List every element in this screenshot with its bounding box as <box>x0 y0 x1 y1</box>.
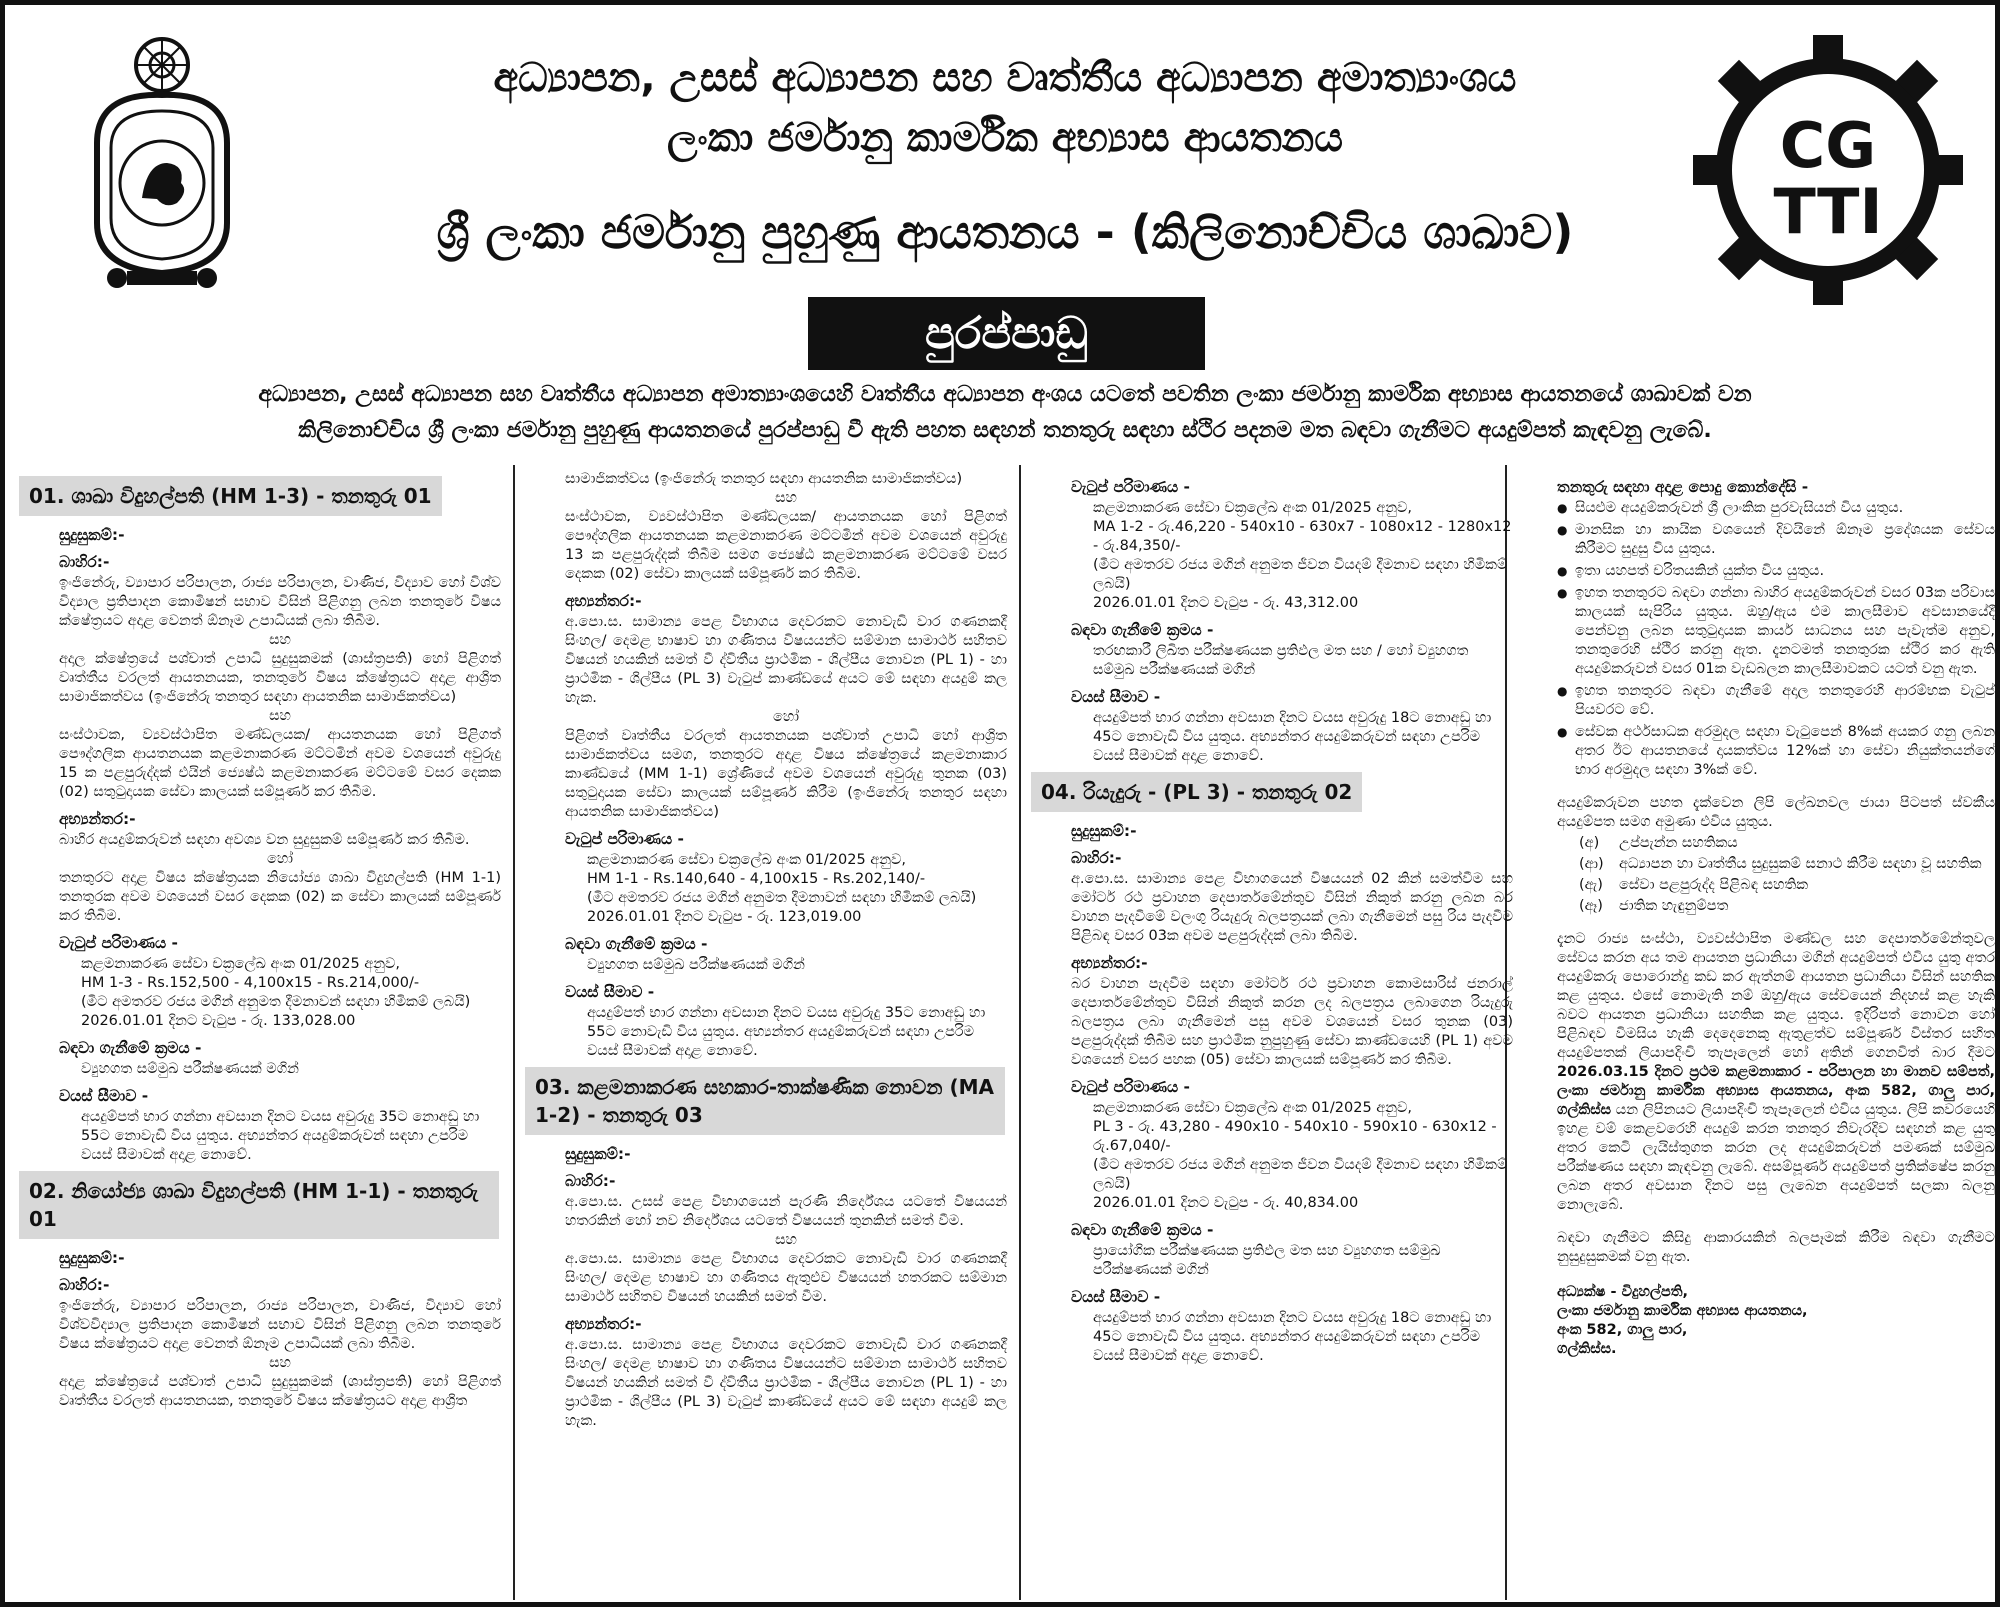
column-3 <box>1031 470 1513 1366</box>
recruitment-method: ව්‍යුහගත සම්මුඛ පරීක්ෂණයක් මගින් <box>587 957 805 973</box>
salary-scale: PL 3 - රු. 43,280 - 490x10 - 540x10 - 590x10 - 630x12 - රු.67,040/- <box>1093 1119 1497 1154</box>
external-qualification: අ.පො.ස. උසස් පෙළ විභාගයෙන් පැරණි නිර්දේශය යටතේ විෂයයන් හතරකින් හෝ නව නිර්දේශය යටතේ විෂයයන් තුනකින් සමත් වීම. <box>565 1194 1007 1229</box>
age-limit: අයදුම්පත් භාර ගන්නා අවසාන දිනට වයස අවුරුදු 18ට නොඅඩු හා 45ට නොවැඩි විය යුතුය. අභ්‍යන්තර අයදුම්කරුවන් සඳහා උපරිම වයස් සීමාවක් අදාළ නොවේ. <box>1093 1310 1492 1364</box>
condition-item: ● සේවක අර්ථසාධක අරමුදල සඳහා වැටුපෙන් 8%ක් අයකර ගනු ලබන අතර ඊට ආයතනයේ දායකත්වය 12%ක් හා සේවා නියුක්තයන්ගේ භාර අරමුදල සඳහා 3%ක් වේ. <box>1557 723 1995 780</box>
internal-qualification: පිළිගත් වෘත්තීය වරලත් ආයතනයක පශ්චාත් උපාධි හෝ ආශ්‍රිත සාමාජිකත්වය සමග, තනතුරට අදාළ විෂය ක්ෂේත්‍රයේ කළමනාකාර කාණ්ඩයේ (MM 1-1) ශ්‍රේණියේ අවම වශයෙන් අවුරුදු තුනක (03) සතුටුදායක සේවා කාලයක් සම්පූර්ණ කිරීම (ඉංජිනේරු තනතුර සඳහා ආයතනික සාමාජිකත්වය) <box>565 728 1007 820</box>
external-label: බාහිර:- <box>1071 849 1122 867</box>
document-key: (ඈ) <box>1579 898 1603 914</box>
external-qualification: සංස්ථාවක, ව්‍යවස්ථාපිත මණ්ඩලයක/ ආයතනයක හෝ පිළිගත් පෞද්ගලික ආයතනයක කළමනාකරණ මට්ටමින් අවම වශයෙන් අවුරුදු 15 ක පළපුරුද්දක් එයින් ජ්‍යෙෂ්ඨ කළමනාකරණ මට්ටමේ වසර දෙකක (02) සතුටුදායක සේවා කාලයක් සම්පූර්ණ කර තිබීම. <box>59 727 501 800</box>
salary-label: වැටුප් පරිමාණය - <box>1071 1078 1190 1096</box>
canvassing-warning: බඳවා ගැනීමට කිසිදු ආකාරයකින් බලපෑමක් කිරීම බඳවා ගැනීමට නුසුදුසුකමක් වනු ඇත. <box>1557 1230 1995 1265</box>
ministry-name: අධ්‍යාපන, උසස් අධ්‍යාපන සහ වෘත්තීය අධ්‍යාපන අමාත්‍යාංශය <box>493 55 1517 101</box>
cgtti-logo-icon <box>1693 35 1963 305</box>
salary-text: කළමනාකරණ සේවා චක්‍රලේඛ අංක 01/2025 අනුව, <box>1093 1100 1413 1116</box>
intro-text <box>55 377 1955 449</box>
column-1 <box>19 470 501 1411</box>
condition-item: ● ඉහත තනතුරට බඳවා ගන්නා බාහිර අයදුම්කරුවන් වසර 03ක පරිවාස කාලයක් සැපිරිය යුතුය. ඔහු/ඇය එම කාලසීමාව අවසානයේදී පෙන්වනු ලබන සතුටුදායක කාර්ය සාධනය සහ පැවැත්ම අනුව, තනතුරෙහි ස්ථිර කරනු ඇත. දැනටමත් තනතුරක ස්ථිර කර ඇති අයදුම්කරුවන් වසර 01ක වැඩබලන කාලසීමාවකට යටත් වනු ඇත. <box>1557 584 1995 679</box>
recruitment-label: බඳවා ගැනීමේ ක්‍රමය - <box>59 1039 202 1057</box>
external-label: බාහිර:- <box>59 553 110 571</box>
branch-name: ශ්‍රී ලංකා ජර්මානු පුහුණු ආයතනය - (කිලිනොච්චිය ශාඛාව) <box>436 205 1574 259</box>
recruitment-label: බඳවා ගැනීමේ ක්‍රමය - <box>1071 621 1214 639</box>
recruitment-method: තරඟකාරී ලිඛිත පරීක්ෂණයක ප්‍රතිඵල මත සහ / හෝ ව්‍යුහගත සම්මුඛ පරීක්ෂණයක් මගින් <box>1093 643 1469 678</box>
salary-scale: MA 1-2 - රු.46,220 - 540x10 - 630x7 - 1080x12 - 1280x12 - රු.84,350/- <box>1093 519 1512 554</box>
documents-note: අයදුම්කරුවන පහත දැක්වෙන ලිපි ලේඛනවල ජායා පිටපත් ස්වකීය අයදුම්පත සමග අමුණා එවිය යුතුය. <box>1557 795 1995 830</box>
or-label: හෝ <box>772 709 800 725</box>
salary-note: (මීට අමතරව රජය මගින් අනුමත ජීවන වියදම් දීමනාව සඳහා හිමිකම් ලබයි) <box>1093 1157 1508 1192</box>
vacancy-heading-2: 02. නියෝජ්‍ය ශාඛා විදුහල්පති (HM 1-1) - තනතුරු 01 <box>19 1171 499 1239</box>
document-item <box>1579 876 1995 895</box>
external-qualification: අ.පො.ස. සාමාන්‍ය පෙළ විභාගයෙන් විෂයයන් 02 කින් සමත්වීම සහ මෝටර් රථ ප්‍රවාහන දෙපාර්තමේන්තුව විසින් නිකුත් කරනු ලබන බර වාහන පැදවීමේ වලංගු රියැදුරු බලපත්‍රයක් ලබා ගැනීමෙන් පසු රිය පැදවීම පිළිබඳ වසර 03ක අවම පළපුරුද්දක් ලබා තිබීම. <box>1071 871 1513 944</box>
qualifications-label: සුදුසුකම්:- <box>565 1145 631 1163</box>
internal-qualification: බාහිර අයදුම්කරුවන් සඳහා අවශ්‍ය වන සුදුසුකම් සම්පූර්ණ කර තිබීම. <box>59 832 470 848</box>
qualifications-label: සුදුසුකම්:- <box>59 526 125 544</box>
or-label: හෝ <box>266 851 294 867</box>
closing-date: 2026.03.15 <box>1557 1064 1649 1080</box>
document-item <box>1579 834 1995 853</box>
internal-qualification: තනතුරට අදාළ විෂය ක්ෂේත්‍රයක නියෝජ්‍ය ශාඛා විදුහල්පති (HM 1-1) තනතුරක අවම වශයෙන් වසර දෙකක (02) ක සේවා කාලයක් සම්පූර්ණ කර තිබීම. <box>59 870 501 924</box>
logo-text-bottom: TTI <box>1773 175 1883 248</box>
document-value: උප්පැන්න සහතිකය <box>1619 835 1738 851</box>
and-label: සහ <box>269 1355 291 1371</box>
external-qualification: අ.පො.ස. සාමාන්‍ය පෙළ විභාගය දෙවරකට නොවැඩි වාර ගණනකදී සිංහල/ දෙමළ භාෂාව හා ගණිතය ඇතුළුව විෂයයන් හතරකට සම්මාන සාමාර්ථ සහිතව විෂයන් හයකින් සමත් වීම. <box>565 1251 1007 1305</box>
internal-qualification: බර වාහන පැදවීම සඳහා මෝටර් රථ ප්‍රවාහන කොමසාරිස් ජනරාල් දෙපාර්තමේන්තුව විසින් නිකුත් කරන ලද බලපත්‍රය ලබාගෙන රියැදුරු බලපත්‍රය ලබා ගැනීමෙන් පසු අවම වශයෙන් වසර තුනක (03) පළපුරුද්දක් තිබීම සහ ප්‍රාථමික නුපුහුණු සේවා කාණ්ඩයෙහි (PL 1) අවම වශයෙන් වසර පහක (05) සේවා කාලයක් සම්පූර්ණ කර තිබීම. <box>1071 976 1513 1068</box>
external-qualification: අදාල ක්ෂේත්‍රයේ පශ්චාත් උපාධි සුදුසුකමක් (ශාස්ත්‍රපති) හෝ පිළිගත් වෘත්තීය වරලත් ආයතනයක, තනතුරේ විෂය ක්ෂේත්‍රයට අදාළ ආශ්‍රිත සාමාජිකත්වය (ඉංජිනේරු තනතුර සඳහා ආයතනික සාමාජිකත්වය) <box>59 651 501 705</box>
logo-text-top: CG <box>1779 109 1877 182</box>
recruitment-label: බඳවා ගැනීමේ ක්‍රමය - <box>565 935 708 953</box>
salary-current: 2026.01.01 දිනට වැටුප - රු. 40,834.00 <box>1093 1195 1359 1211</box>
condition-item: ● ඉහත තනතුරට බඳවා ගැනීමේ අදාල තනතුරෙහි ආරම්භක වැටුප් පියවරට වේ. <box>1557 682 1995 720</box>
external-qualification: ඉංජිනේරු, ව්‍යාපාර පරිපාලන, රාජ්‍ය පරිපාලන, වාණිජ, විද්‍යාව හෝ විශ්වවිද්‍යාල ප්‍රතිපාදන කොමිෂන් සභාව විසින් පිළිගනු ලබන තනතුරේ විෂය ක්ෂේත්‍රයට අදාළ වෙනත් ඕනෑම උපාධියක් ලබා තිබීම. <box>59 1298 501 1352</box>
document-key: (ආ) <box>1579 856 1604 872</box>
signature-line: ලංකා ජර්මානු කාර්මික අභ්‍යාස ආයතනය, <box>1557 1303 1808 1319</box>
signature-line: අංක 582, ගාලු පාර, <box>1557 1322 1688 1338</box>
salary-text: කළමනාකරණ සේවා චක්‍රලේඛ අංක 01/2025 අනුව, <box>1093 500 1413 516</box>
salary-scale: HM 1-3 - Rs.152,500 - 4,100x15 - Rs.214,000/- <box>81 975 420 991</box>
document-item <box>1579 897 1995 916</box>
column-4 <box>1517 470 1995 1359</box>
signature-line: අධ්‍යක්ෂ - විදුහල්පති, <box>1557 1284 1689 1300</box>
document-value: ජාතික හැඳුනුම්පත <box>1619 898 1729 914</box>
external-qualification: සංස්ථාවක, ව්‍යවස්ථාපිත මණ්ඩලයක/ ආයතනයක හෝ පිළිගත් පෞද්ගලික ආයතනයක කළමනාකරණ මට්ටමින් අවම වශයෙන් අවුරුදු 13 ක පළපුරුද්දක් තිබීම සමග ජ්‍යෙෂ්ඨ කළමනාකරණ මට්ටමේ වසර දෙකක (02) සේවා කාලයක් සම්පූර්ණ කර තිබීම. <box>565 509 1007 582</box>
age-limit: අයදුම්පත් භාර ගන්නා අවසාන දිනට වයස අවුරුදු 18ට නොඅඩු හා 45ට නොවැඩි විය යුතුය. අභ්‍යන්තර අයදුම්කරුවන් සඳහා උපරිම වයස් සීමාවක් අදාළ නොවේ. <box>1093 710 1492 764</box>
condition-item: ● ඉතා යහපත් චරිතයකින් යුක්ත විය යුතුය. <box>1557 562 1995 581</box>
external-qualification: ඉංජිනේරු, ව්‍යාපාර පරිපාලන, රාජ්‍ය පරිපාලන, වාණිජ, විද්‍යාව හෝ විශ්ව විද්‍යාල ප්‍රතිපාදන කොමිෂන් සභාව විසින් පිළිගනු ලබන තනතුරේ විෂය ක්ෂේත්‍රයට අදාළ වෙනත් ඕනෑම උපාධියක් ලබා තිබීම. <box>59 575 501 629</box>
recruitment-method: ව්‍යුහගත සම්මුඛ පරීක්ෂණයක් මගින් <box>81 1061 299 1077</box>
external-label: බාහිර:- <box>565 1172 616 1190</box>
salary-scale: HM 1-1 - Rs.140,640 - 4,100x15 - Rs.202,140/- <box>587 871 926 887</box>
external-qualification: අදාළ ක්ෂේත්‍රයේ පශ්චාත් උපාධි සුදුසුකමක් (ශාස්ත්‍රපති) හෝ පිළිගත් වෘත්තීය වරලත් ආයතනයක, තනතුරේ විෂය ක්ෂේත්‍රයට අදාළ ආශ්‍රිත <box>59 1374 501 1409</box>
document-item <box>1579 855 1995 874</box>
internal-label: අභ්‍යන්තර:- <box>565 592 642 610</box>
salary-label: වැටුප් පරිමාණය - <box>1071 478 1190 496</box>
institute-name: ලංකා ජර්මානු කාර්මික අභ්‍යාස ආයතනය <box>667 115 1343 161</box>
condition-item: ● සියළුම අයදුම්කරුවන් ශ්‍රී ලාංකික පුරවැසියන් විය යුතුය. <box>1557 499 1995 518</box>
instructions-text: යන ලිපිනයට ලියාපදිංචි තැපෑලෙන් එවිය යුතුය. ලිපි කවරයෙහි ඉහළ වම් කෙළවරෙහි අයදුම් කරන තනතුර නිවැරදිව සඳහන් කළ යුතු අතර කෙටි ලැයිස්තුගත කරන ලද අයදුම්කරුවන් පමණක් සම්මුඛ පරීක්ෂණය සඳහා කැඳවනු ලැබේ. අසම්පූර්ණ අයදුම්පත් ප්‍රතික්ෂේප කරනු ලබන අතර අවසාන දිනට පසු ලැබෙන අයදුම්පත් සලකා බලනු නොලැබේ. <box>1557 1102 1996 1213</box>
and-label: සහ <box>269 632 291 648</box>
and-label: සහ <box>775 1232 797 1248</box>
page-title: පුරප්පාඩු <box>808 297 1205 370</box>
application-instructions <box>1557 930 1995 1215</box>
and-label: සහ <box>775 490 797 506</box>
salary-text: කළමනාකරණ සේවා චක්‍රලේඛ අංක 01/2025 අනුව, <box>587 852 907 868</box>
signature-line: ගල්කිස්ස. <box>1557 1341 1617 1357</box>
document-key: (ඇ) <box>1579 877 1603 893</box>
salary-note: (මීට අමතරව රජය මගින් අනුමත දීමනාවන් සඳහා හිමිකම් ලබයි) <box>81 994 471 1010</box>
intro-line: අධ්‍යාපන, උසස් අධ්‍යාපන සහ වෘත්තීය අධ්‍යාපන අමාත්‍යාංශයෙහි වෘත්තීය අධ්‍යාපන අංශය යටතේ පවතින ලංකා ජර්මානු කාර්මික අභ්‍යාස ආයතනයේ ශාඛාවක් වන <box>258 382 1752 407</box>
column-divider <box>1019 465 1021 1600</box>
document-value: සේවා පළපුරුද්ද පිළිබඳ සහතික <box>1619 877 1809 893</box>
salary-label: වැටුප් පරිමාණය - <box>59 934 178 952</box>
external-qualification: සාමාජිකත්වය (ඉංජිනේරු තනතුර සඳහා ආයතනික සාමාජිකත්වය) <box>565 471 963 487</box>
internal-label: අභ්‍යන්තර:- <box>565 1315 642 1333</box>
salary-current: 2026.01.01 දිනට වැටුප - රු. 123,019.00 <box>587 909 862 925</box>
vacancy-heading-1: 01. ශාඛා විදුහල්පති (HM 1-3) - තනතුරු 01 <box>19 476 442 516</box>
age-label: වයස් සීමාව - <box>1071 1288 1161 1306</box>
age-limit: අයදුම්පත් භාර ගන්නා අවසාන දිනට වයස අවුරුදු 35ට නොඅඩු හා 55ට නොවැඩි විය යුතුය. අභ්‍යන්තර අයදුම්කරුවන් සඳහා උපරිම වයස් සීමාවක් අදාළ නොවේ. <box>587 1005 986 1059</box>
age-label: වයස් සීමාව - <box>565 983 655 1001</box>
vacancy-heading-3: 03. කළමනාකරණ සහකාර-තාක්ෂණික නොවන (MA 1-2) - තනතුරු 03 <box>525 1067 1005 1135</box>
age-limit: අයදුම්පත් භාර ගන්නා අවසාන දිනට වයස අවුරුදු 35ට නොඅඩු හා 55ට නොවැඩි විය යුතුය. අභ්‍යන්තර අයදුම්කරුවන් සඳහා උපරිම වයස් සීමාවක් අදාළ නොවේ. <box>81 1109 480 1163</box>
salary-current: 2026.01.01 දිනට වැටුප - රු. 133,028.00 <box>81 1013 356 1029</box>
salary-text: කළමනාකරණ සේවා චක්‍රලේඛ අංක 01/2025 අනුව, <box>81 956 401 972</box>
salary-note: (මීට අමතරව රජය මගින් අනුමත ජීවන වියදම් දීමනාව සඳහා හිමිකම් ලබයි) <box>1093 557 1508 592</box>
vacancy-heading-4: 04. රියැදුරු - (PL 3) - තනතුරු 02 <box>1031 772 1362 812</box>
document-value: අධ්‍යාපන හා වෘත්තීය සුදුසුකම් සනාථ කිරීම සඳහා වූ සහතික <box>1619 856 1982 872</box>
general-conditions-label: තනතුරු සඳහා අදාළ පොදු කොන්දේසි - <box>1557 478 1809 496</box>
and-label: සහ <box>269 708 291 724</box>
signature-block <box>1517 1283 1995 1359</box>
internal-qualification: අ.පො.ස. සාමාන්‍ය පෙළ විභාගය දෙවරකට නොවැඩි වාර ගණනකදී සිංහල/ දෙමළ භාෂාව හා ගණිතය විෂයයන්ට සම්මාන සාමාර්ථ සහිතව විෂයන් හයකින් සමත් වී ද්විතීය ප්‍රාථමික - ශිල්පීය නොවන (PL 1) - හා ප්‍රාථමික - ශිල්පීය (PL 3) වැටුප් කාණ්ඩයේ අයට මේ සඳහා අයදුම් කල හැක. <box>565 1337 1007 1429</box>
postal-address: දිනට ප්‍රථම කළමනාකාර - පරිපාලන හා මානව සම්පත්, ලංකා ජර්මානු කාර්මික අභ්‍යාස ආයතනය, අංක 582, ගාලු පාර, ගල්කිස්ස <box>1557 1064 1996 1118</box>
condition-item: ● මානසික හා කායික වශයෙන් දිවයිනේ ඕනෑම ප්‍රදේශයක සේවය කිරීමට සුදුසු විය යුතුය. <box>1557 521 1995 559</box>
recruitment-method: ප්‍රායෝගික පරීක්ෂණයක ප්‍රතිඵල මත සහ ව්‍යුහගත සම්මුඛ පරීක්ෂණයක් මගින් <box>1093 1243 1441 1278</box>
salary-note: (මීට අමතරව රජය මගින් අනුමත දීමනාවන් සඳහා හිමිකම් ලබයි) <box>587 890 977 906</box>
qualifications-label: සුදුසුකම්:- <box>59 1249 125 1267</box>
instructions-text: දැනට රාජ්‍ය සංස්ථා, ව්‍යවස්ථාපිත මණ්ඩල සහ දෙපාර්තමේන්තුවල සේවය කරන අය තම ආයතන ප්‍රධානියා මගින් අයදුම්පත් එවිය යුතු අතර අයදුම්කරු පොරොන්දු කඩ කර ඇත්නම් ආයතන ප්‍රධානියා විසින් සහතික කළ යුතුය. එසේ නොමැති නම් ඔහු/ඇය සේවයෙන් නිදහස් කළ හැකි බවට ආයතන ප්‍රධානියා සහතික කළ යුතුය. ඉදිරිපත් නොවන හෝ පිළිබඳව විමසිය හැකි දෙදෙනෙකු ඇතුළත්ව සම්පූර්ණ විස්තර සහිත අයදුම්පතක් ලියාපදිංචි තැපෑලෙන් හෝ අතින් ගෙනවිත් බාර දීමට <box>1557 931 1995 1061</box>
national-emblem-icon <box>77 23 247 293</box>
external-label: බාහිර:- <box>59 1276 110 1294</box>
intro-line: කිලිනොච්චිය ශ්‍රී ලංකා ජර්මානු පුහුණු ආයතනයේ පුරප්පාඩු වී ඇති පහත සඳහන් තනතුරු සඳහා ස්ථිර පදනම මත බඳවා ගැනීමට අයදුම්පත් කැඳවනු ලැබේ. <box>298 418 1712 443</box>
column-2 <box>525 470 1007 1431</box>
internal-qualification: අ.පො.ස. සාමාන්‍ය පෙළ විභාගය දෙවරකට නොවැඩි වාර ගණනකදී සිංහල/ දෙමළ භාෂාව හා ගණිතය විෂයයන්ට සම්මාන සාමාර්ථ සහිතව විෂයන් හයකින් සමත් වී ද්විතීය ප්‍රාථමික - ශිල්පීය නොවන (PL 1) - හා ප්‍රාථමික - ශිල්පීය (PL 3) වැටුප් කාණ්ඩයේ අයට මේ සඳහා අයදුම් කල හැක. <box>565 614 1007 706</box>
recruitment-label: බඳවා ගැනීමේ ක්‍රමය - <box>1071 1221 1214 1239</box>
document-key: (අ) <box>1579 835 1600 851</box>
qualifications-label: සුදුසුකම්:- <box>1071 822 1137 840</box>
internal-label: අභ්‍යන්තර:- <box>59 810 136 828</box>
age-label: වයස් සීමාව - <box>1071 688 1161 706</box>
salary-label: වැටුප් පරිමාණය - <box>565 830 684 848</box>
internal-label: අභ්‍යන්තර:- <box>1071 954 1148 972</box>
column-divider <box>513 465 515 1600</box>
age-label: වයස් සීමාව - <box>59 1087 149 1105</box>
salary-current: 2026.01.01 දිනට වැටුප - රු. 43,312.00 <box>1093 595 1359 611</box>
